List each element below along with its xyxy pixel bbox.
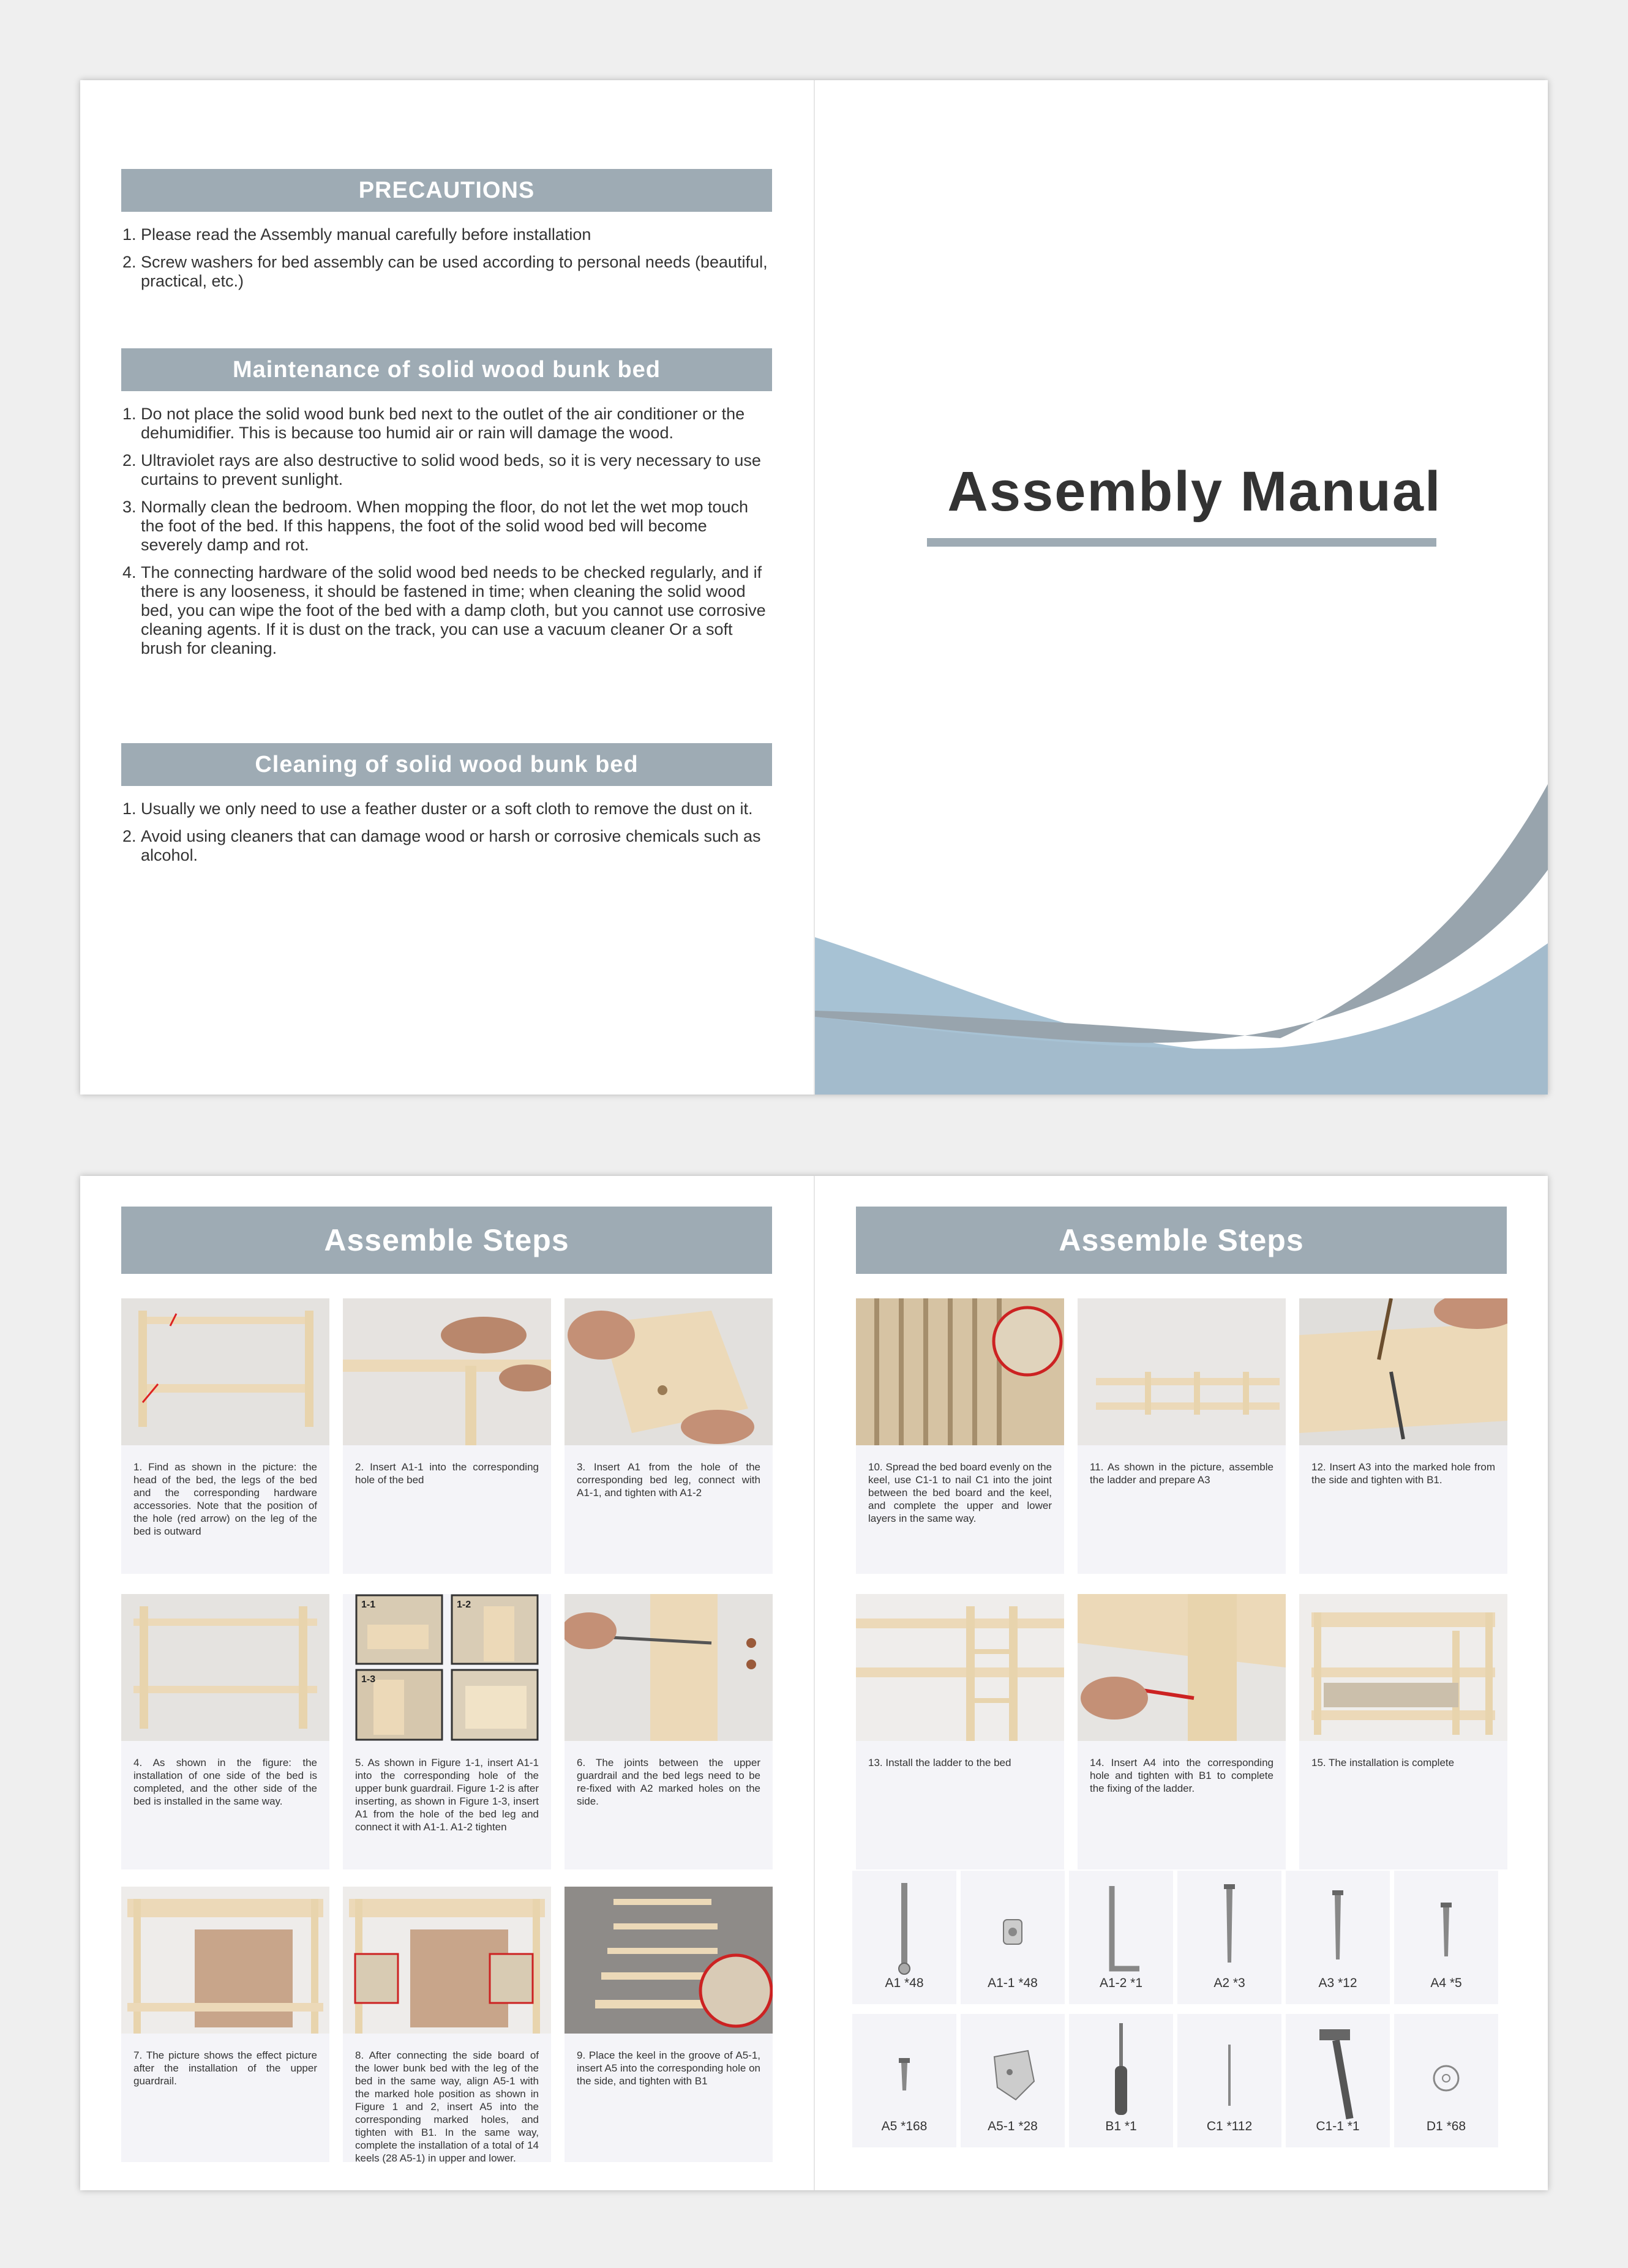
step-7-photo [121, 1887, 329, 2034]
cover-wave-graphic [815, 784, 1548, 1095]
cleaning-item: 2. Avoid using cleaners that can damage wood or harsh or corrosive chemicals such as alcohol. [141, 827, 771, 865]
step-card-10 [856, 1298, 1064, 1574]
part-a5-1 [961, 2014, 1065, 2147]
precaution-item: 1. Please read the Assembly manual carefully before installation [141, 225, 771, 244]
part-label: B1 *1 [1105, 2119, 1137, 2133]
part-b1 [1069, 2014, 1173, 2147]
step-caption: 8. After connecting the side board of the lower bunk bed with the leg of the bed in the same way, align A5-1 with the marked hole position as shown in Figure 1 and 2, insert A5 into the corresponding marked holes, and tighten with B1. In the same way, complete the installation of a total of 14 keels (28 A5-1) in upper and lower. [355, 2049, 539, 2164]
step-card-5 [343, 1594, 551, 1869]
step-caption: 1. Find as shown in the picture: the head of the bed, the legs of the bed and the corresponding hardware accessories. Note that the position of the hole (red arrow) on the leg of the bed is outward [133, 1461, 317, 1537]
step-caption: 6. The joints between the upper guardrail and the bed legs need to be re-fixed with A2 marked holes on the side. [577, 1757, 760, 1807]
part-label: A5 *168 [881, 2119, 928, 2133]
step-13-photo [856, 1594, 1064, 1741]
step-1-photo [121, 1298, 329, 1445]
cleaning-list [121, 799, 771, 874]
part-a5 [852, 2014, 956, 2147]
assemble-steps-heading-left: Assemble Steps [121, 1207, 772, 1274]
step-10-photo [856, 1298, 1064, 1445]
step-card-8 [343, 1887, 551, 2162]
part-label: D1 *68 [1426, 2119, 1466, 2133]
title-underline [927, 538, 1436, 547]
part-label: A4 *5 [1430, 1976, 1462, 1990]
step-caption: 15. The installation is complete [1311, 1757, 1455, 1768]
part-d1 [1394, 2014, 1498, 2147]
step-3-photo [565, 1298, 773, 1445]
step-8-photo [343, 1887, 551, 2034]
precautions-list [121, 225, 771, 299]
step-2-photo [343, 1298, 551, 1445]
part-a1-2 [1069, 1871, 1173, 2004]
page-fold [814, 1176, 815, 2190]
part-a1 [852, 1871, 956, 2004]
maintenance-list [121, 405, 771, 667]
maintenance-item: 3. Normally clean the bedroom. When mopping the floor, do not let the wet mop touch the foot of the bed. If this happens, the foot of the solid wood bed will become severely damp and rot. [141, 498, 771, 555]
step-11-photo [1078, 1298, 1286, 1445]
precaution-item: 2. Screw washers for bed assembly can be used according to personal needs (beautiful, practical, etc.) [141, 253, 771, 291]
assemble-steps-heading-right: Assemble Steps [856, 1207, 1507, 1274]
part-a4 [1394, 1871, 1498, 2004]
part-c1-1 [1286, 2014, 1390, 2147]
step-caption: 10. Spread the bed board evenly on the keel, use C1-1 to nail C1 into the joint between the bed board and the keel, and complete the upper and lower layers in the same way. [868, 1461, 1052, 1524]
cleaning-item: 1. Usually we only need to use a feather duster or a soft cloth to remove the dust on it. [141, 799, 771, 818]
step-caption: 13. Install the ladder to the bed [868, 1757, 1011, 1768]
part-label: A5-1 *28 [988, 2119, 1038, 2133]
step-9-photo [565, 1887, 773, 2034]
parts-list [852, 1871, 1499, 2147]
step-card-7 [121, 1887, 329, 2162]
step-caption: 14. Insert A4 into the corresponding hole and tighten with B1 to complete the fixing of the ladder. [1090, 1757, 1274, 1794]
step-card-1 [121, 1298, 329, 1574]
step-card-11 [1078, 1298, 1286, 1574]
part-label: C1-1 *1 [1316, 2119, 1360, 2133]
cover-title: Assembly Manual [947, 460, 1442, 523]
part-a2 [1177, 1871, 1281, 2004]
precautions-heading: PRECAUTIONS [121, 169, 772, 212]
part-label: A3 *12 [1318, 1976, 1357, 1990]
step-card-13 [856, 1594, 1064, 1869]
step-caption: 7. The picture shows the effect picture after the installation of the upper guardrail. [133, 2049, 317, 2087]
fig-label-1-3: 1-3 [361, 1674, 376, 1685]
maintenance-heading: Maintenance of solid wood bunk bed [121, 348, 772, 391]
fig-label-1-1: 1-1 [361, 1600, 376, 1610]
step-caption: 12. Insert A3 into the marked hole from the side and tighten with B1. [1311, 1461, 1495, 1486]
step-card-4 [121, 1594, 329, 1869]
maintenance-item: 1. Do not place the solid wood bunk bed next to the outlet of the air conditioner or the dehumidifier. This is because too humid air or rain will damage the wood. [141, 405, 771, 443]
step-card-2 [343, 1298, 551, 1574]
top-spread [80, 80, 1548, 1095]
step-caption: 2. Insert A1-1 into the corresponding hole of the bed [355, 1461, 539, 1486]
cleaning-heading: Cleaning of solid wood bunk bed [121, 743, 772, 786]
step-5-photo [343, 1594, 551, 1741]
step-14-photo [1078, 1594, 1286, 1741]
part-label: A2 *3 [1213, 1976, 1245, 1990]
part-label: A1-1 *48 [988, 1976, 1038, 1990]
part-label: A1 *48 [885, 1976, 924, 1990]
part-a1-1 [961, 1871, 1065, 2004]
bottom-spread [80, 1176, 1548, 2190]
step-card-9 [565, 1887, 773, 2162]
step-card-6 [565, 1594, 773, 1869]
step-caption: 11. As shown in the picture, assemble the ladder and prepare A3 [1090, 1461, 1274, 1486]
part-a3 [1286, 1871, 1390, 2004]
step-6-photo [565, 1594, 773, 1741]
fig-label-1-2: 1-2 [457, 1600, 471, 1610]
step-15-photo [1299, 1594, 1507, 1741]
step-card-3 [565, 1298, 773, 1574]
step-caption: 3. Insert A1 from the hole of the corresponding bed leg, connect with A1-1, and tighten with A1-2 [577, 1461, 760, 1499]
step-card-12 [1299, 1298, 1507, 1574]
maintenance-item: 4. The connecting hardware of the solid wood bed needs to be checked regularly, and if there is any looseness, it should be fastened in time; when cleaning the solid wood bed, you can wipe the foot of the bed with a damp cloth, but you cannot use corrosive cleaning agents. If it is dust on the track, you can use a vacuum cleaner Or a soft brush for cleaning. [141, 563, 771, 658]
part-label: A1-2 *1 [1099, 1976, 1143, 1990]
step-caption: 4. As shown in the figure: the installation of one side of the bed is completed, and the other side of the bed is installed in the same way. [133, 1757, 317, 1807]
maintenance-item: 2. Ultraviolet rays are also destructive to solid wood beds, so it is very necessary to use curtains to prevent sunlight. [141, 451, 771, 489]
step-card-14 [1078, 1594, 1286, 1869]
part-label: C1 *112 [1206, 2119, 1253, 2133]
step-card-15 [1299, 1594, 1507, 1869]
step-12-photo [1299, 1298, 1507, 1445]
part-c1 [1177, 2014, 1281, 2147]
step-4-photo [121, 1594, 329, 1741]
step-caption: 5. As shown in Figure 1-1, insert A1-1 into the corresponding hole of the upper bunk guardrail. Figure 1-2 is after inserting, as shown in Figure 1-3, insert A1 from the hole of the bed leg and connect it with A1-1. A1-2 tighten [355, 1757, 539, 1833]
step-caption: 9. Place the keel in the groove of A5-1, insert A5 into the corresponding hole on the side, and tighten with B1 [577, 2049, 760, 2087]
